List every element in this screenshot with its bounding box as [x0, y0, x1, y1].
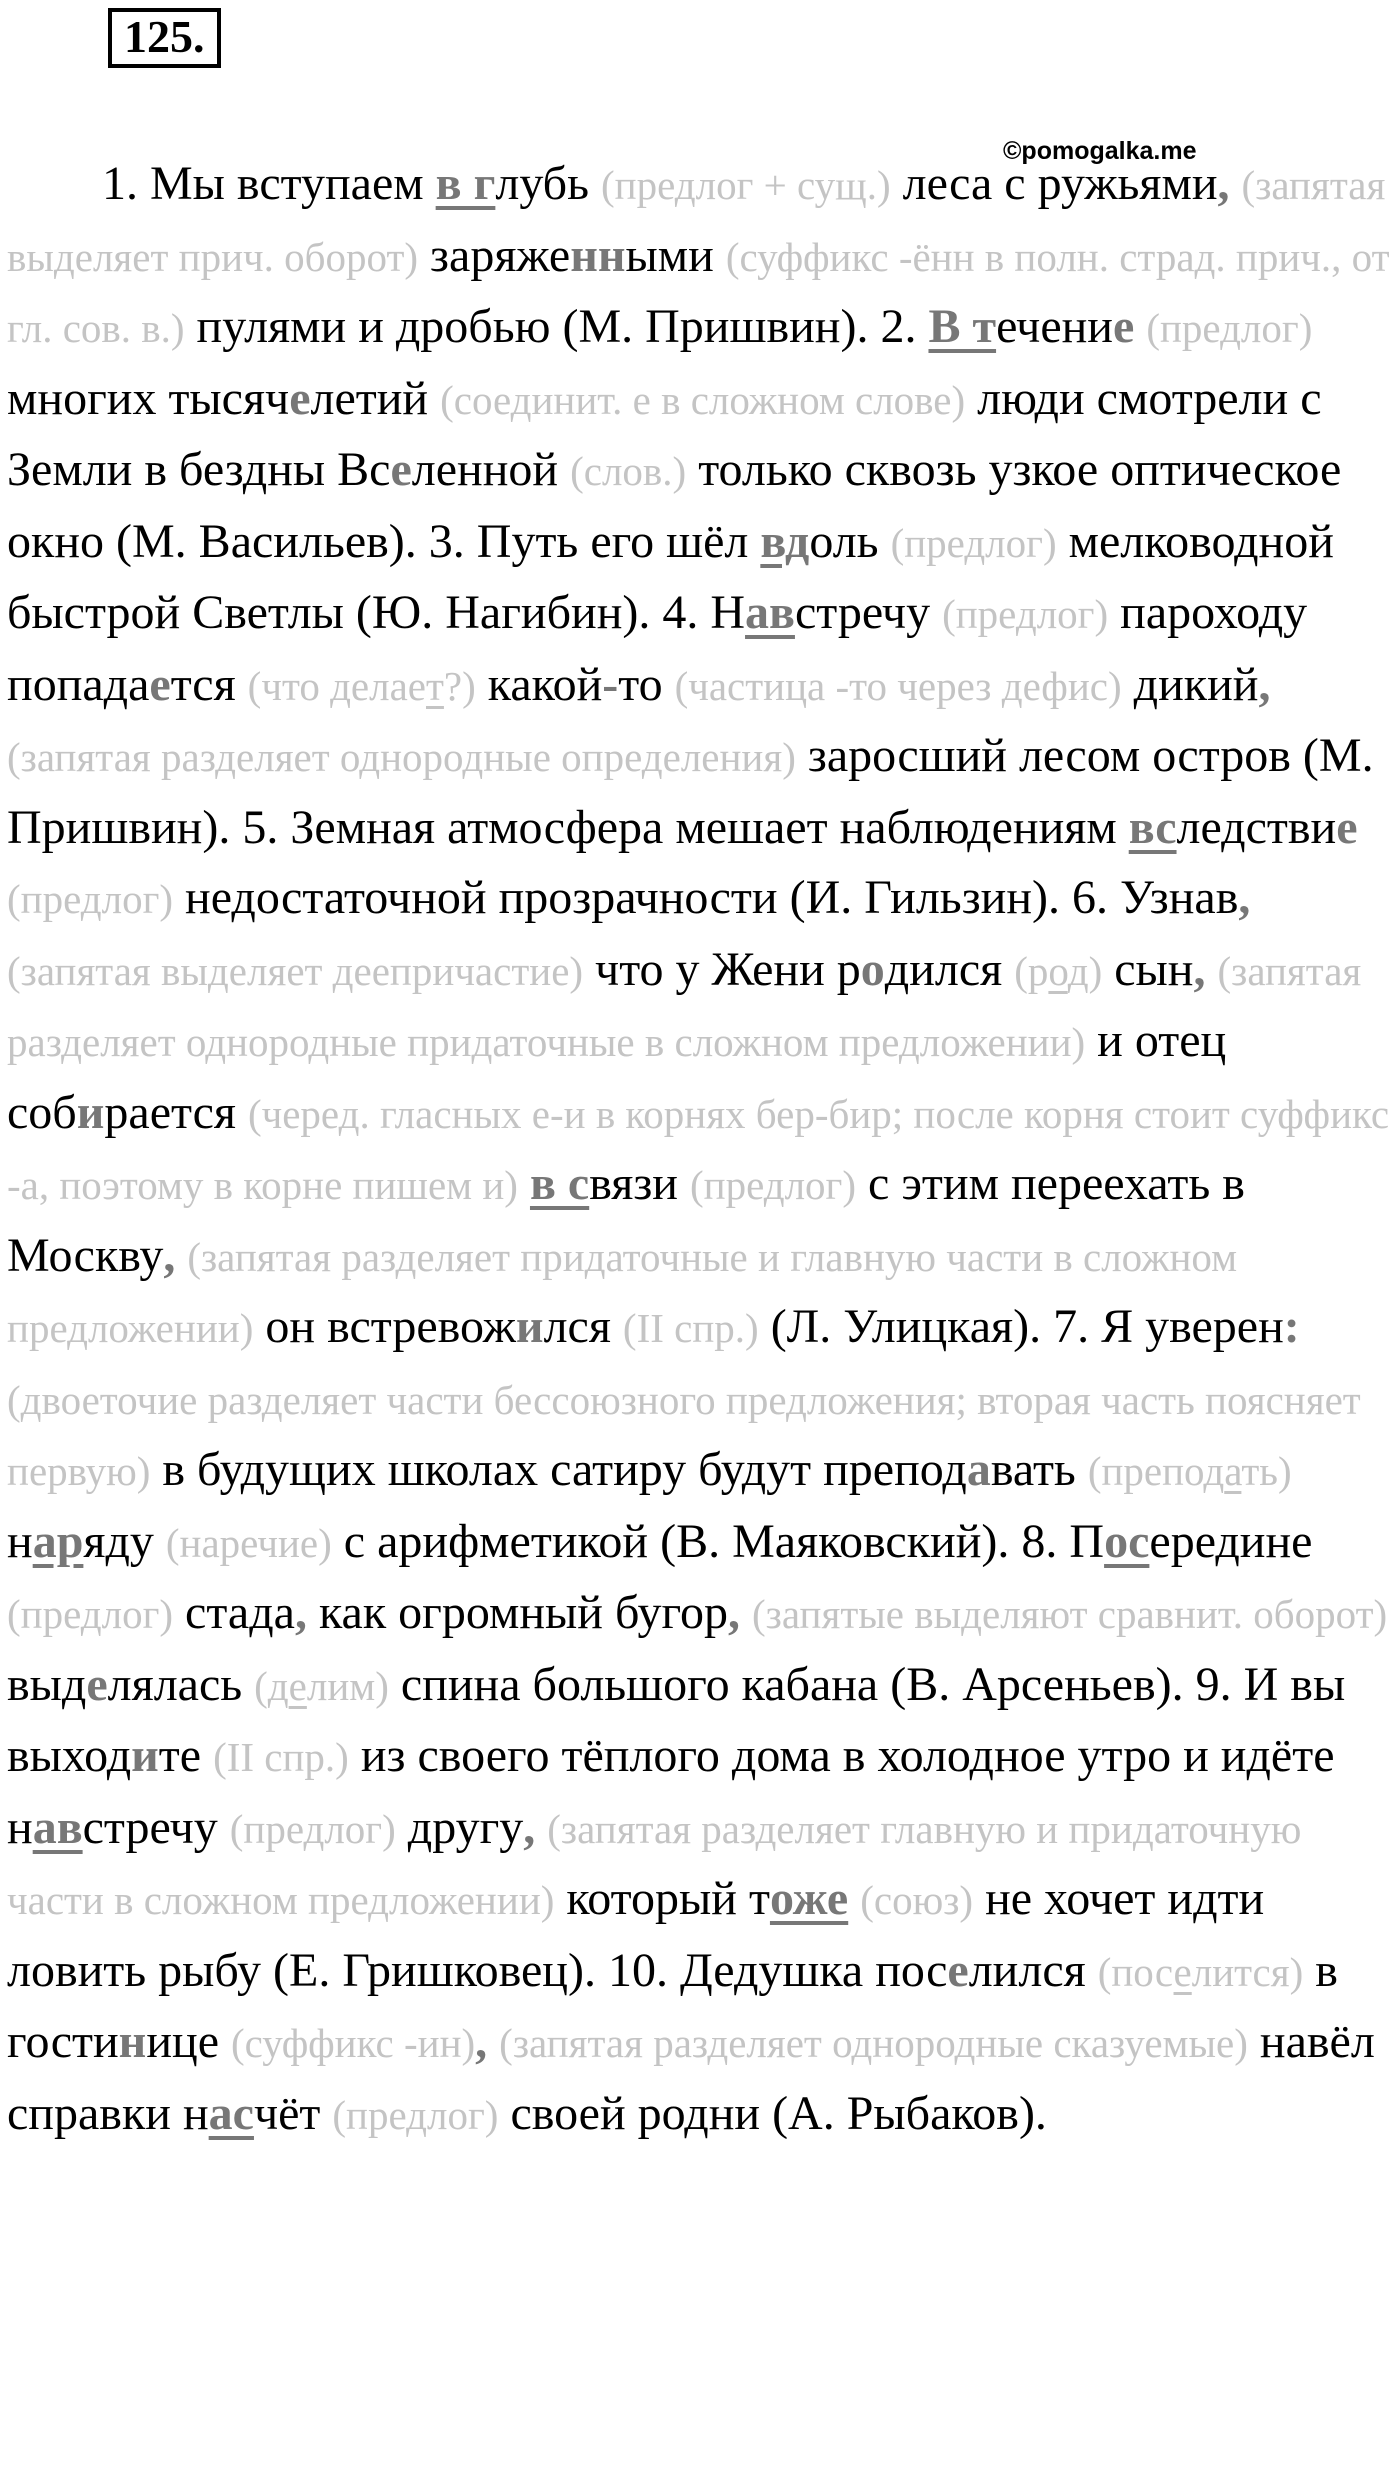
underlined-morpheme: ас — [208, 2086, 254, 2140]
highlighted-letter: , — [523, 1800, 536, 1854]
text-fragment: люди смотрели с Земли в бездны Вс — [7, 371, 1322, 496]
annotation-comment: (предлог) — [1146, 305, 1313, 351]
text-fragment: в гости — [7, 1943, 1338, 2068]
annotation-underlined-letter: о — [1048, 947, 1068, 994]
text-fragment: с арифметикой (В. Маяковский). 8. П — [331, 1514, 1105, 1568]
text-fragment — [175, 1229, 187, 1282]
text-fragment: он встревож — [253, 1300, 516, 1353]
annotation-comment: (частица -то через дефис) — [674, 662, 1122, 709]
annotation-comment: (запятая разделяет главную и придаточную части в сложном предложении) — [7, 1805, 1302, 1923]
text-fragment: многих тысяч — [7, 371, 290, 425]
annotation-underlined-letter: а — [1224, 1448, 1242, 1494]
text-fragment: спина большого кабана (В. Арсеньев). 9. И вы выход — [7, 1657, 1346, 1782]
text-fragment: дился — [884, 942, 1015, 996]
text-fragment: стречу — [82, 1800, 230, 1854]
text-fragment: (Л. Улицкая). 7. Я уверен — [758, 1300, 1284, 1353]
annotation-comment: (пос — [1097, 1948, 1174, 1995]
text-fragment: ечени — [996, 300, 1113, 353]
annotation-comment: (II спр.) — [213, 1734, 349, 1780]
annotation-comment: (запятая разделяет однородные определения) — [7, 734, 796, 780]
text-fragment: дикий — [1121, 657, 1259, 711]
text-fragment: стада — [173, 1586, 295, 1639]
annotation-comment: (предлог) — [890, 519, 1057, 566]
highlighted-letter: , — [1217, 157, 1230, 210]
underlined-morpheme: вд — [760, 514, 810, 568]
text-fragment: заросший лесом остров (М. Пришвин). 5. Земная атмосфера мешает наблюдениям — [7, 729, 1374, 854]
text-fragment: яду — [83, 1514, 166, 1568]
text-fragment: из своего тёплого дома в холодное утро и идёте н — [7, 1729, 1335, 1854]
annotation-comment: (черед. гласных е-и в корнях бер-бир; после корня стоит суффикс -а, поэтому в корне пишем и) — [7, 1090, 1390, 1208]
text-fragment — [1205, 943, 1217, 996]
text-fragment: 1. Мы вступаем — [102, 157, 436, 210]
underlined-morpheme: ос — [1104, 1514, 1150, 1568]
text-fragment — [535, 1801, 547, 1854]
highlighted-letter: е — [947, 1943, 969, 1997]
annotation-underlined-letter: т — [426, 662, 444, 709]
text-fragment: то — [618, 657, 675, 711]
text-fragment: н — [7, 1514, 33, 1568]
text-fragment: те — [158, 1729, 214, 1782]
underlined-morpheme: в с — [529, 1157, 590, 1210]
text-fragment: тся — [170, 657, 248, 711]
annotation-comment: (что делае — [247, 662, 426, 709]
text-fragment: пулями и дробью (М. Пришвин). 2. — [184, 300, 929, 353]
text-fragment: мелководной быстрой Светлы (Ю. Нагибин). 4. Н — [7, 514, 1334, 639]
annotation-comment: (р — [1014, 947, 1049, 994]
text-fragment: другу — [395, 1800, 524, 1854]
text-fragment: выд — [7, 1657, 87, 1711]
annotation-comment: (суффикс -ённ в полн. страд. прич., от гл. сов. в.) — [7, 233, 1390, 351]
highlighted-letter: а — [966, 1443, 991, 1496]
highlighted-letter: , — [475, 2015, 488, 2068]
text-fragment: не хочет идти ловить рыбу (Е. Гришковец). 10. Дедушка пос — [7, 1872, 1265, 1997]
underlined-morpheme: в г — [435, 157, 496, 210]
annotation-comment: (предлог) — [942, 591, 1109, 637]
highlighted-letter: е — [149, 657, 171, 711]
annotation-comment: (слов.) — [570, 448, 687, 494]
text-fragment — [487, 2015, 499, 2068]
text-fragment: который т — [554, 1872, 770, 1925]
annotation-comment: (запятая разделяет однородные сказуемые) — [499, 2020, 1248, 2066]
text-fragment: недостаточной прозрачности (И. Гильзин). 6. Узнав — [173, 871, 1239, 924]
annotation-comment: (запятая разделяет однородные придаточные в сложном предложении) — [7, 947, 1362, 1065]
annotation-comment: (д — [254, 1662, 289, 1709]
text-fragment: рается — [104, 1085, 248, 1139]
underlined-morpheme: ар — [32, 1514, 84, 1568]
highlighted-letter: нн — [570, 228, 626, 282]
text-fragment: что у Жени р — [583, 942, 861, 996]
text-fragment: и отец соб — [7, 1014, 1227, 1139]
text-fragment: чёт — [253, 2086, 333, 2140]
annotation-comment: (наречие) — [165, 1519, 332, 1566]
text-fragment: с этим переехать в Москву — [7, 1157, 1245, 1282]
underlined-morpheme: оже — [769, 1872, 849, 1925]
text-fragment: леса с ружьями — [890, 157, 1218, 210]
annotation-comment: (запятая выделяет деепричастие) — [7, 947, 584, 994]
highlighted-letter: : — [1283, 1300, 1300, 1353]
text-fragment — [740, 1586, 752, 1639]
text-fragment: только сквозь узкое оптическое окно (М. Васильев). 3. Путь его шёл — [7, 443, 1342, 568]
highlighted-letter: е — [86, 1657, 108, 1711]
text-fragment: летий — [310, 371, 441, 425]
text-fragment — [518, 1157, 530, 1210]
text-fragment: ледстви — [1176, 800, 1337, 854]
highlighted-letter: , — [163, 1228, 176, 1282]
highlighted-letter: е — [1113, 300, 1135, 353]
watermark: ©pomogalka.me — [1003, 137, 1197, 165]
highlighted-letter: е — [1336, 800, 1358, 854]
highlighted-letter: е — [289, 371, 311, 425]
highlighted-letter: , — [1193, 942, 1206, 996]
annotation-comment: (предлог) — [332, 2091, 499, 2138]
highlighted-letter: , — [728, 1586, 741, 1639]
annotation-comment: лится) — [1191, 1948, 1304, 1995]
text-fragment: ыми — [625, 228, 726, 282]
annotation-comment: (суффикс -ин) — [231, 2020, 476, 2066]
text-fragment: оль — [809, 514, 891, 568]
annotation-comment: (соединит. е в сложном слове) — [440, 376, 966, 423]
highlighted-letter: , — [1238, 871, 1251, 924]
highlighted-letter: , — [1258, 657, 1271, 711]
text-fragment: стречу — [794, 586, 943, 639]
text-fragment: своей родни (А. Рыбаков). — [498, 2086, 1047, 2140]
text-fragment — [848, 1872, 860, 1925]
exercise-number: 125. — [108, 8, 221, 68]
annotation-comment: ?) — [443, 662, 476, 709]
annotation-comment: ть) — [1241, 1448, 1292, 1494]
annotation-comment: (запятая разделяет придаточные и главную части в сложном предложении) — [7, 1233, 1238, 1351]
annotation-comment: лим) — [306, 1662, 389, 1709]
exercise-text — [7, 149, 1392, 2150]
annotation-comment: (предлог) — [689, 1162, 857, 1208]
text-fragment — [1134, 300, 1146, 353]
annotation-underlined-letter: е — [288, 1662, 307, 1709]
text-fragment: ленной — [411, 443, 571, 496]
annotation-comment: (предлог) — [229, 1805, 396, 1852]
highlighted-letter: и — [131, 1729, 159, 1782]
text-fragment: лубь — [495, 157, 601, 210]
underlined-morpheme: вс — [1128, 800, 1177, 854]
underlined-morpheme: В т — [928, 300, 997, 353]
underlined-morpheme: ав — [32, 1800, 83, 1854]
annotation-comment: д) — [1067, 947, 1103, 994]
text-fragment: лся — [543, 1300, 623, 1353]
highlighted-letter: и — [76, 1085, 105, 1139]
text-fragment: вать — [990, 1443, 1088, 1496]
annotation-comment: (предлог) — [7, 1591, 174, 1637]
text-fragment: ередине — [1149, 1514, 1313, 1568]
text-fragment — [1230, 157, 1242, 210]
highlighted-letter: н — [118, 2015, 147, 2068]
text-fragment: ице — [146, 2015, 231, 2068]
annotation-comment: (предлог + сущ.) — [601, 162, 891, 208]
annotation-comment: (двоеточие разделяет части бессоюзного предложения; вторая часть поясняет первую) — [7, 1376, 1361, 1494]
text-fragment: лялась — [107, 1657, 255, 1711]
highlighted-letter: - — [602, 657, 619, 711]
highlighted-letter: е — [390, 443, 412, 496]
text-fragment: как огромный бугор — [306, 1586, 729, 1639]
text-fragment: лился — [968, 1943, 1098, 1997]
text-fragment: в будущих школах сатиру будут препод — [150, 1443, 967, 1496]
text-fragment: пароходу попада — [7, 586, 1308, 711]
text-fragment: навёл справки н — [7, 2015, 1375, 2140]
text-fragment: сын — [1102, 942, 1194, 996]
underlined-morpheme: ав — [745, 586, 795, 639]
annotation-comment: (препод — [1087, 1448, 1225, 1494]
annotation-underlined-letter: е — [1173, 1948, 1192, 1995]
annotation-comment: (предлог) — [7, 876, 174, 922]
text-fragment: вязи — [589, 1157, 690, 1210]
annotation-comment: (союз) — [860, 1877, 974, 1923]
highlighted-letter: , — [294, 1586, 307, 1639]
annotation-comment: (II спр.) — [622, 1305, 759, 1351]
annotation-comment: (запятые выделяют сравнит. оборот) — [752, 1591, 1388, 1637]
text-fragment: какой — [475, 657, 603, 711]
highlighted-letter: о — [860, 942, 885, 996]
annotation-comment: (запятая выделяет прич. оборот) — [7, 162, 1386, 280]
highlighted-letter: и — [515, 1300, 544, 1353]
text-fragment: заряже — [418, 228, 571, 282]
